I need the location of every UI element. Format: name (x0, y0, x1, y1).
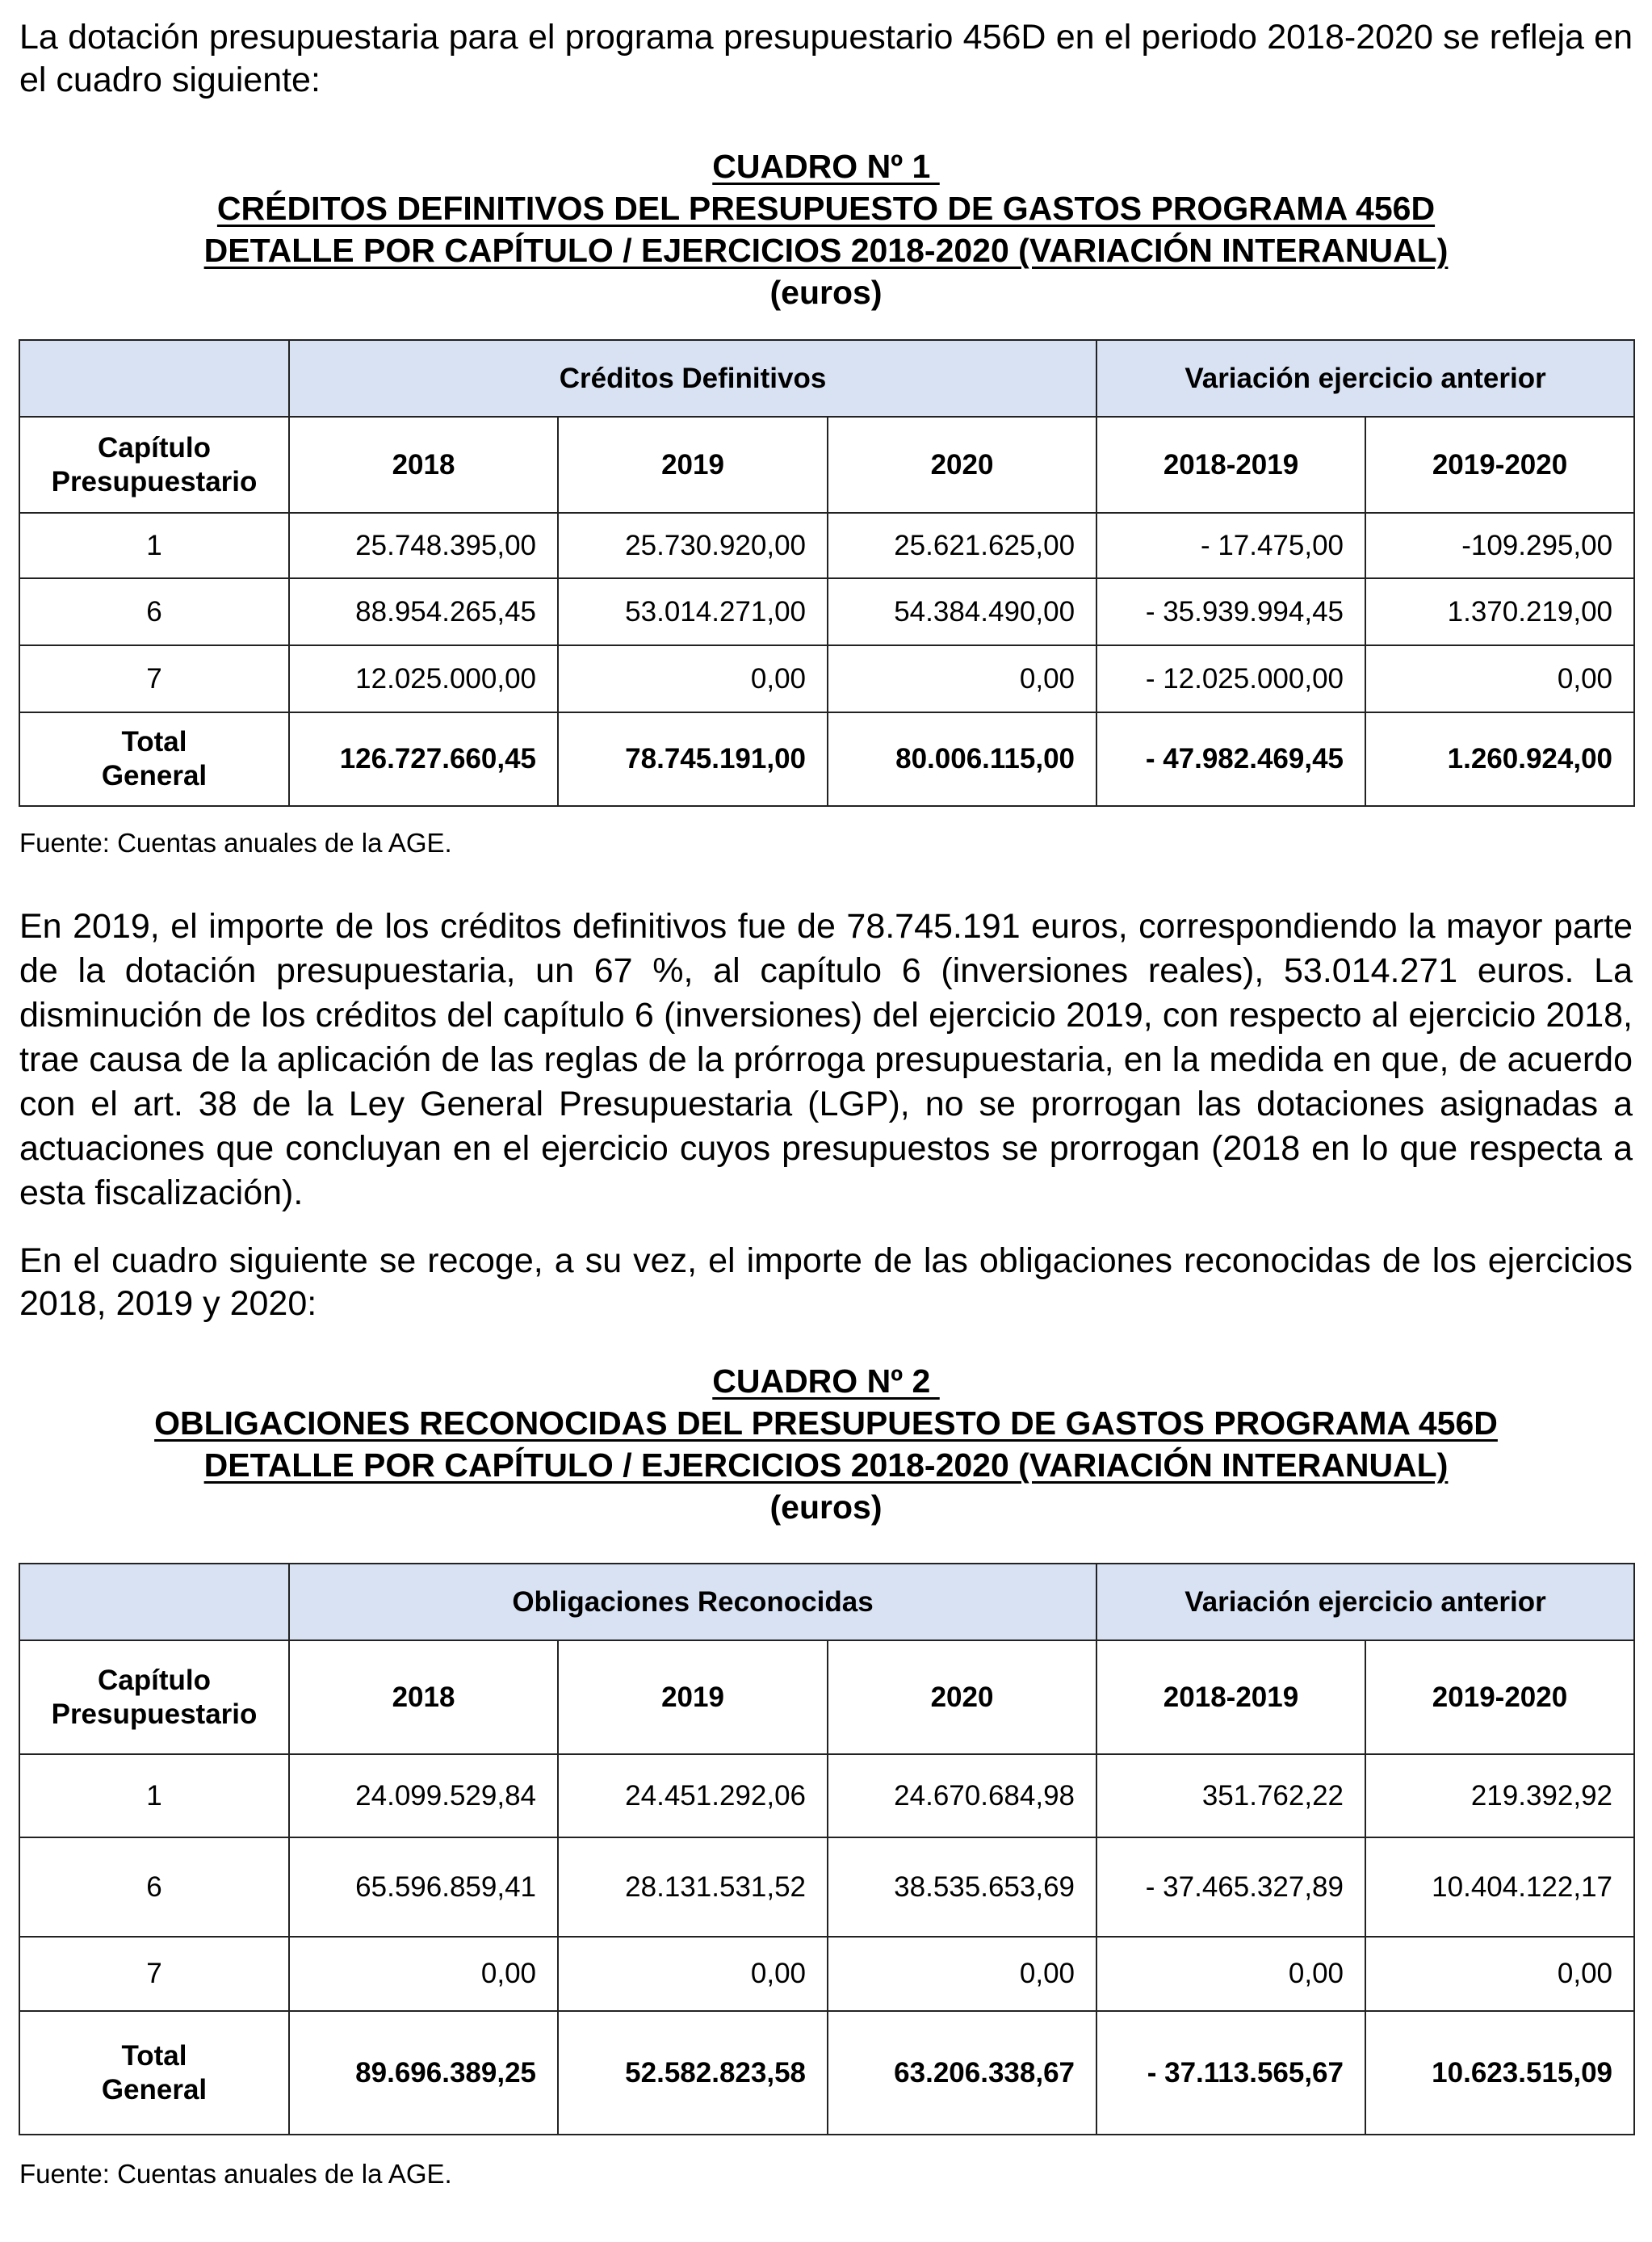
table-row (19, 513, 1634, 578)
total-value-cell: 52.582.823,58 (558, 2011, 828, 2135)
cuadro2-unit: (euros) (769, 1488, 883, 1526)
group-header-obligaciones: Obligaciones Reconocidas (289, 1564, 1096, 1640)
capitulo-cell: 7 (19, 645, 289, 712)
total-value-cell: 78.745.191,00 (558, 712, 828, 806)
cuadro2-title-line1: OBLIGACIONES RECONOCIDAS DEL PRESUPUESTO DE GASTOS PROGRAMA 456D (154, 1404, 1498, 1442)
cuadro1-title (0, 145, 1652, 313)
table-row (19, 645, 1634, 712)
col-header-2018-2019: 2018-2019 (1096, 1640, 1365, 1754)
group-header-row (19, 1564, 1634, 1640)
table-row (19, 1754, 1634, 1837)
cuadro1-title-line2: DETALLE POR CAPÍTULO / EJERCICIOS 2018-2020 (VARIACIÓN INTERANUAL) (203, 232, 1449, 269)
cuadro2-title (0, 1360, 1652, 1528)
cuadro1-unit: (euros) (769, 274, 883, 311)
col-header-capitulo: Capítulo Presupuestario (19, 1640, 289, 1754)
total-value-cell: - 37.113.565,67 (1096, 2011, 1365, 2135)
value-cell: 1.370.219,00 (1365, 578, 1634, 645)
value-cell: 0,00 (828, 645, 1096, 712)
cuadro2-table (19, 1563, 1635, 2135)
value-cell: 65.596.859,41 (289, 1837, 558, 1937)
value-cell: 0,00 (1365, 645, 1634, 712)
col-header-2018: 2018 (289, 417, 558, 513)
value-cell: 0,00 (1365, 1937, 1634, 2011)
value-cell: 24.670.684,98 (828, 1754, 1096, 1837)
capitulo-cell: 1 (19, 513, 289, 578)
intro-paragraph-2: En el cuadro siguiente se recoge, a su vez, el importe de las obligaciones reconocidas de los ejercicios 2018, 2019 y 2020: (19, 1241, 1633, 1323)
value-cell: 0,00 (1096, 1937, 1365, 2011)
cuadro2-source: Fuente: Cuentas anuales de la AGE. (19, 2159, 452, 2189)
col-header-2019-2020: 2019-2020 (1365, 1640, 1634, 1754)
cuadro1-number: CUADRO Nº 1 (712, 148, 940, 185)
group-header-creditos: Créditos Definitivos (289, 340, 1096, 417)
value-cell: 0,00 (828, 1937, 1096, 2011)
cuadro1-source: Fuente: Cuentas anuales de la AGE. (19, 828, 452, 858)
value-cell: 25.730.920,00 (558, 513, 828, 578)
total-row (19, 712, 1634, 806)
value-cell: 0,00 (558, 1937, 828, 2011)
value-cell: 12.025.000,00 (289, 645, 558, 712)
col-header-2019-2020: 2019-2020 (1365, 417, 1634, 513)
group-header-variacion: Variación ejercicio anterior (1096, 340, 1634, 417)
group-header-empty (19, 1564, 289, 1640)
total-label-cell (19, 712, 289, 806)
table-row (19, 1937, 1634, 2011)
col-header-2020: 2020 (828, 1640, 1096, 1754)
cuadro1-title-line1: CRÉDITOS DEFINITIVOS DEL PRESUPUESTO DE GASTOS PROGRAMA 456D (216, 190, 1436, 227)
value-cell: 25.621.625,00 (828, 513, 1096, 578)
total-label-line1: Total (121, 726, 187, 758)
total-value-cell: 1.260.924,00 (1365, 712, 1634, 806)
value-cell: 10.404.122,17 (1365, 1837, 1634, 1937)
group-header-variacion: Variación ejercicio anterior (1096, 1564, 1634, 1640)
value-cell: 53.014.271,00 (558, 578, 828, 645)
total-value-cell: 63.206.338,67 (828, 2011, 1096, 2135)
col-header-capitulo: Capítulo Presupuestario (19, 417, 289, 513)
analysis-paragraph: En 2019, el importe de los créditos definitivos fue de 78.745.191 euros, correspondiendo la mayor parte de la dotación presupuestaria, un 67 %, al capítulo 6 (inversiones reales), 53.014.271 euros. La disminución de los créditos del capítulo 6 (inversiones) del ejercicio 2019, con respecto al ejercicio 2018, trae causa de la aplicación de las reglas de la prórroga presupuestaria, en la medida en que, de acuerdo con el art. 38 de la Ley General Presupuestaria (LGP), no se prorrogan las dotaciones asignadas a actuaciones que concluyan en el ejercicio cuyos presupuestos se prorrogan (2018 en lo que respecta a esta fiscalización). (19, 907, 1633, 1212)
total-value-cell: 10.623.515,09 (1365, 2011, 1634, 2135)
value-cell: - 17.475,00 (1096, 513, 1365, 578)
value-cell: - 35.939.994,45 (1096, 578, 1365, 645)
capitulo-cell: 6 (19, 578, 289, 645)
value-cell: - 12.025.000,00 (1096, 645, 1365, 712)
value-cell: - 37.465.327,89 (1096, 1837, 1365, 1937)
value-cell: 88.954.265,45 (289, 578, 558, 645)
table-row (19, 578, 1634, 645)
total-label-line1: Total (121, 2039, 187, 2072)
table-row (19, 1837, 1634, 1937)
total-label-line2: General (101, 760, 208, 791)
col-header-2019: 2019 (558, 417, 828, 513)
value-cell: 24.451.292,06 (558, 1754, 828, 1837)
col-header-2020: 2020 (828, 417, 1096, 513)
total-value-cell: 80.006.115,00 (828, 712, 1096, 806)
value-cell: 28.131.531,52 (558, 1837, 828, 1937)
col-header-2019: 2019 (558, 1640, 828, 1754)
cuadro1-table (19, 339, 1635, 807)
capitulo-cell: 1 (19, 1754, 289, 1837)
value-cell: 54.384.490,00 (828, 578, 1096, 645)
col-header-2018: 2018 (289, 1640, 558, 1754)
capitulo-cell: 6 (19, 1837, 289, 1937)
group-header-row (19, 340, 1634, 417)
cuadro2-title-line2: DETALLE POR CAPÍTULO / EJERCICIOS 2018-2020 (VARIACIÓN INTERANUAL) (203, 1446, 1449, 1484)
total-label-line2: General (101, 2073, 208, 2106)
total-value-cell: 89.696.389,25 (289, 2011, 558, 2135)
group-header-empty (19, 340, 289, 417)
total-label-cell (19, 2011, 289, 2135)
cuadro2-number: CUADRO Nº 2 (712, 1362, 940, 1400)
column-header-row (19, 1640, 1634, 1754)
value-cell: 351.762,22 (1096, 1754, 1365, 1837)
col-header-2018-2019: 2018-2019 (1096, 417, 1365, 513)
intro-paragraph: La dotación presupuestaria para el programa presupuestario 456D en el periodo 2018-2020 se refleja en el cuadro siguiente: (19, 18, 1633, 99)
total-value-cell: - 47.982.469,45 (1096, 712, 1365, 806)
capitulo-cell: 7 (19, 1937, 289, 2011)
value-cell: 0,00 (558, 645, 828, 712)
value-cell: 219.392,92 (1365, 1754, 1634, 1837)
column-header-row (19, 417, 1634, 513)
value-cell: -109.295,00 (1365, 513, 1634, 578)
value-cell: 38.535.653,69 (828, 1837, 1096, 1937)
value-cell: 24.099.529,84 (289, 1754, 558, 1837)
value-cell: 25.748.395,00 (289, 513, 558, 578)
total-value-cell: 126.727.660,45 (289, 712, 558, 806)
value-cell: 0,00 (289, 1937, 558, 2011)
total-row (19, 2011, 1634, 2135)
